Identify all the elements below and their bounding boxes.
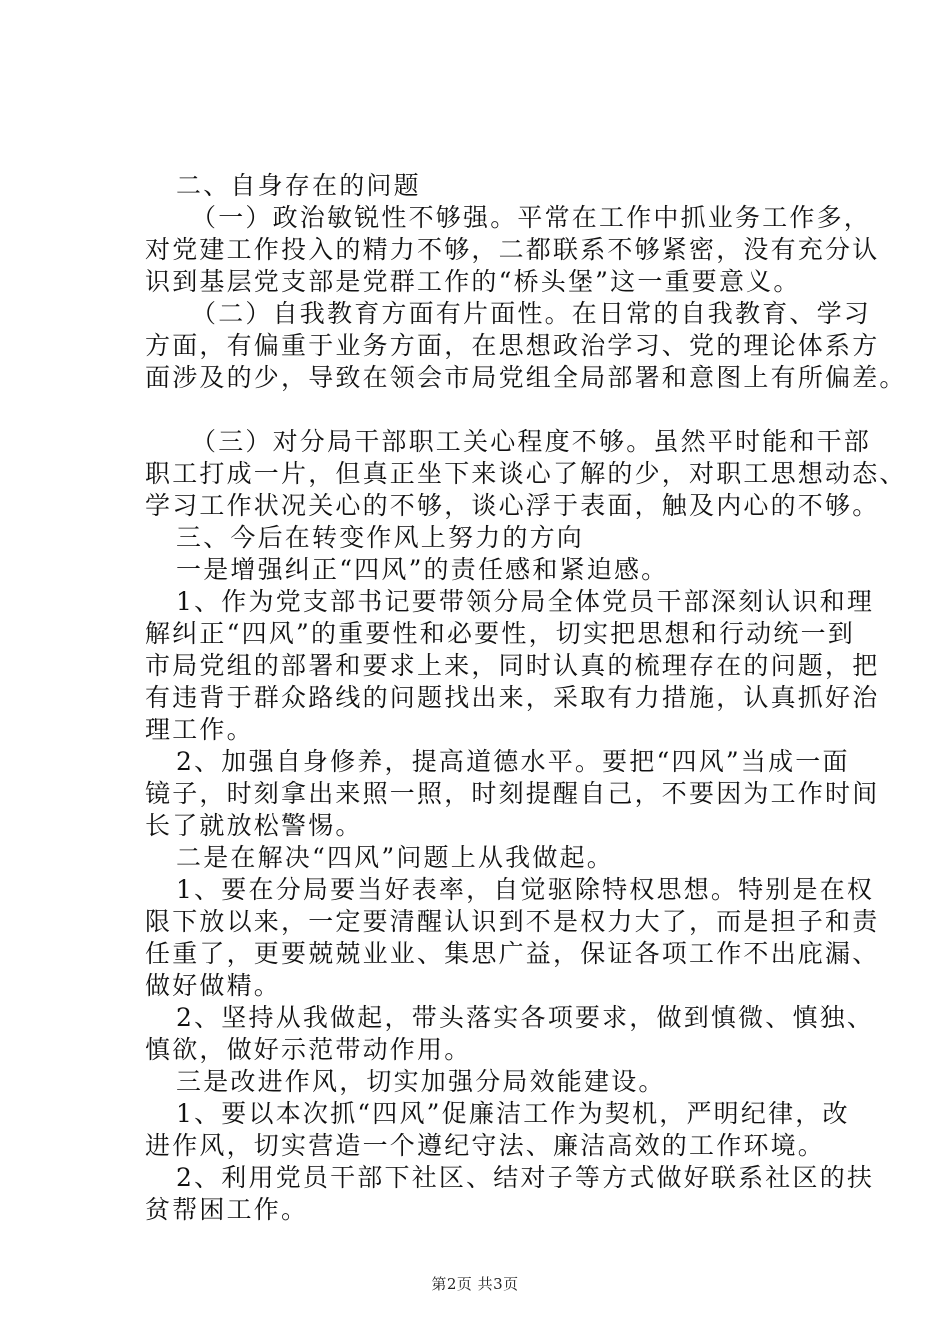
- paragraph-line: 2、坚持从我做起，带头落实各项要求，做到慎微、慎独、: [176, 1003, 875, 1032]
- section-heading: 二、自身存在的问题: [176, 171, 421, 200]
- subsection-heading: 一是增强纠正“四风”的责任感和紧迫感。: [176, 555, 669, 584]
- paragraph-line: 职工打成一片，但真正坐下来谈心了解的少，对职工思想动态、: [145, 459, 907, 488]
- subsection-heading: 二是在解决“四风”问题上从我做起。: [176, 843, 614, 872]
- paragraph-line: 长了就放松警惕。: [145, 811, 363, 840]
- paragraph-line: （三）对分局干部职工关心程度不够。虽然平时能和干部: [191, 427, 872, 456]
- paragraph-line: 任重了，更要兢兢业业、集思广益，保证各项工作不出庇漏、: [145, 939, 880, 968]
- paragraph-line: 做好做精。: [145, 971, 282, 1000]
- paragraph-line: 识到基层党支部是党群工作的“桥头堡”这一重要意义。: [145, 267, 801, 296]
- blank-line: [145, 394, 845, 426]
- section-heading: 三、今后在转变作风上努力的方向: [176, 523, 585, 552]
- paragraph-line: 有违背于群众路线的问题找出来，采取有力措施，认真抓好治: [145, 683, 880, 712]
- document-body: [145, 170, 907, 1226]
- subsection-heading: 三是改进作风，切实加强分局效能建设。: [176, 1067, 666, 1096]
- paragraph-line: 镜子，时刻拿出来照一照，时刻提醒自己，不要因为工作时间: [145, 779, 880, 808]
- paragraph-line: 学习工作状况关心的不够，谈心浮于表面，触及内心的不够。: [145, 491, 880, 520]
- paragraph-line: 1、要在分局要当好表率，自觉驱除特权思想。特别是在权: [176, 875, 875, 904]
- paragraph-line: 2、利用党员干部下社区、结对子等方式做好联系社区的扶: [176, 1163, 875, 1192]
- paragraph-line: 慎欲，做好示范带动作用。: [145, 1035, 472, 1064]
- paragraph-line: 限下放以来，一定要清醒认识到不是权力大了，而是担子和责: [145, 907, 880, 936]
- paragraph-line: （一）政治敏锐性不够强。平常在工作中抓业务工作多，: [191, 203, 872, 232]
- paragraph-line: 面涉及的少，导致在领会市局党组全局部署和意图上有所偏差。: [145, 363, 907, 392]
- paragraph-line: 1、作为党支部书记要带领分局全体党员干部深刻认识和理: [176, 587, 875, 616]
- page-number-footer: 第2页 共3页: [431, 1275, 519, 1293]
- paragraph-line: 1、要以本次抓“四风”促廉洁工作为契机，严明纪律，改: [176, 1099, 850, 1128]
- paragraph-line: 解纠正“四风”的重要性和必要性，切实把思想和行动统一到: [145, 619, 855, 648]
- paragraph-line: 市局党组的部署和要求上来，同时认真的梳理存在的问题，把: [145, 651, 880, 680]
- paragraph-line: （二）自我教育方面有片面性。在日常的自我教育、学习: [191, 299, 872, 328]
- paragraph-line: 理工作。: [145, 715, 254, 744]
- paragraph-line: 对党建工作投入的精力不够，二都联系不够紧密，没有充分认: [145, 235, 880, 264]
- paragraph-line: 贫帮困工作。: [145, 1195, 309, 1224]
- paragraph-line: 2、加强自身修养，提高道德水平。要把“四风”当成一面: [176, 747, 850, 776]
- paragraph-line: 进作风，切实营造一个遵纪守法、廉洁高效的工作环境。: [145, 1131, 826, 1160]
- paragraph-line: 方面，有偏重于业务方面，在思想政治学习、党的理论体系方: [145, 331, 880, 360]
